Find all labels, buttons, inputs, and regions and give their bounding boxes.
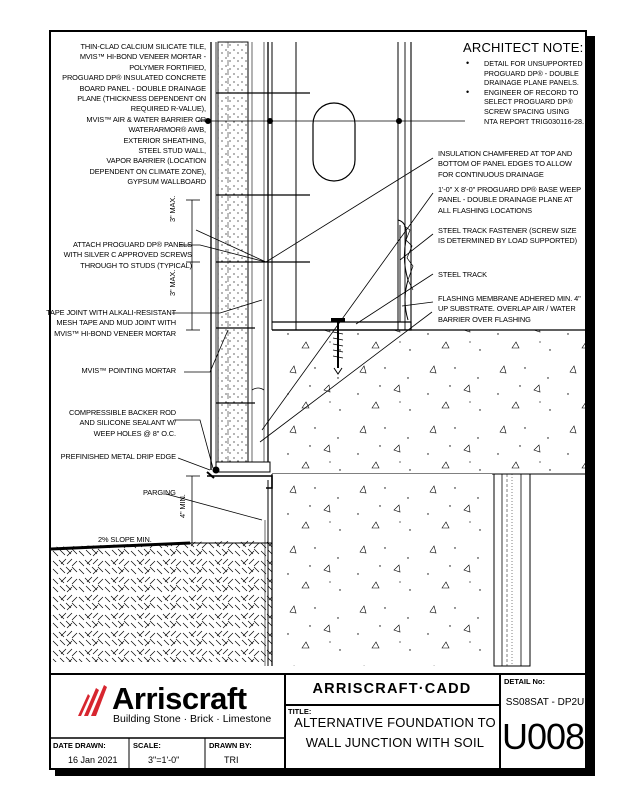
note-backer-rod (56, 408, 176, 439)
note-line: ALL FLASHING LOCATIONS (438, 205, 532, 215)
note-line: FOR CONTINUOUS DRAINAGE (438, 169, 544, 179)
soil-hatch (51, 540, 272, 662)
note-line: TAPE JOINT WITH ALKALI-RESISTANT (46, 308, 176, 317)
note-line: GYPSUM WALLBOARD (127, 177, 206, 187)
dim-3-max-lower: 3" MAX. (168, 269, 177, 296)
note-line: 1'-0" X 8'-0" PROGUARD DP® BASE WEEP (438, 185, 581, 194)
arriscraft-logo-icon (78, 685, 107, 716)
date-drawn: 16 Jan 2021 (68, 755, 118, 765)
detail-number-label: DETAIL No: (504, 677, 545, 686)
note-flashing-membrane (438, 294, 588, 325)
note-line: VAPOR BARRIER (LOCATION (106, 156, 206, 166)
note-line: FLASHING MEMBRANE ADHERED MIN. 4" (438, 294, 581, 303)
note-line: MVIS™ AIR & WATER BARRIER OR (86, 114, 206, 124)
backer-rod (213, 467, 220, 474)
drawn-by: TRI (224, 755, 239, 765)
note-line: MESH TAPE AND MUD JOINT WITH (56, 318, 176, 328)
adjacent-wall-section (494, 474, 530, 666)
dim-3-max-upper: 3" MAX. (168, 195, 177, 222)
note-steel-track: STEEL TRACK (438, 270, 488, 279)
scale-label: SCALE: (133, 741, 161, 750)
note-line: BOARD PANEL - DOUBLE DRAINAGE (79, 83, 206, 93)
drip-edge (207, 472, 272, 488)
note-base-weep-panel (438, 185, 588, 216)
note-line: COMPRESSIBLE BACKER ROD (69, 408, 176, 417)
note-line: AND SILICONE SEALANT W/ (79, 418, 176, 428)
foundation-wall (272, 474, 492, 666)
note-drip-edge: PREFINISHED METAL DRIP EDGE (60, 452, 176, 461)
note-line: WITH SILVER C APPROVED SCREWS (63, 250, 192, 260)
architect-note-item: • DETAIL FOR UNSUPPORTED PROGUARD DP® - DOUBLE DRAINAGE PLANE PANELS. (466, 59, 584, 88)
note-line: THIN-CLAD CALCIUM SILICATE TILE, (80, 42, 206, 51)
brand-cadd: ARRISCRAFT·CADD (312, 681, 472, 697)
note-line: BARRIER OVER FLASHING (438, 314, 531, 324)
note-line: THROUGH TO STUDS (TYPICAL) (80, 260, 192, 270)
note-line: IS DETERMINED BY LOAD SUPPORTED) (438, 236, 578, 246)
note-line: ATTACH PROGUARD DP® PANELS (72, 240, 192, 249)
detail-code: U008 (501, 716, 585, 757)
note-line: REQUIRED R-VALUE), (130, 104, 206, 114)
note-slope: 2% SLOPE MIN. (98, 535, 152, 544)
note-line: UP SUBSTRATE. OVERLAP AIR / WATER (438, 304, 576, 314)
note-line: DEPENDENT ON CLIMATE ZONE), (89, 166, 206, 176)
steel-track (272, 225, 411, 330)
note-line: POLYMER FORTIFIED, (129, 62, 206, 72)
note-track-fastener (438, 226, 588, 247)
architect-note-title: ARCHITECT NOTE: (463, 40, 584, 55)
note-attach-panels (56, 240, 192, 271)
note-line: STEEL STUD WALL, (138, 146, 206, 156)
company-name: Arriscraft (112, 681, 247, 716)
note-line: WATERARMOR® AWB, (128, 125, 206, 135)
note-line: MVIS™ HI-BOND VENEER MORTAR - (79, 52, 206, 62)
architect-note-list (466, 59, 584, 126)
dim-4-min: 4" MIN. (178, 494, 187, 518)
note-line: PLANE (THICKNESS DEPENDENT ON (77, 94, 206, 104)
note-line: WEEP HOLES @ 8" O.C. (93, 428, 176, 438)
scale-value: 3"=1'-0" (148, 755, 180, 765)
company-tagline: Building Stone · Brick · Limestone (113, 713, 272, 725)
note-parging: PARGING (143, 488, 176, 497)
date-drawn-label: DATE DRAWN: (53, 741, 106, 750)
note-line: PROGUARD DP® INSULATED CONCRETE (62, 73, 206, 83)
note-line: PANEL - DOUBLE DRAINAGE PLANE AT (438, 195, 573, 205)
note-pointing-mortar: MVIS™ POINTING MORTAR (81, 366, 176, 375)
title-label: TITLE: (288, 707, 312, 716)
note-line: BOTTOM OF PANEL EDGES TO ALLOW (438, 159, 572, 169)
detail-number: SS08SAT - DP2U (505, 697, 585, 708)
drawn-by-label: DRAWN BY: (209, 741, 252, 750)
note-line: EXTERIOR SHEATHING, (123, 135, 206, 145)
note-tape-joint (40, 308, 176, 339)
note-line: INSULATION CHAMFERED AT TOP AND (438, 149, 573, 158)
note-line: MVIS™ HI-BOND VENEER MORTAR (54, 328, 176, 338)
note-wall-layers (56, 42, 206, 188)
note-line: STEEL TRACK FASTENER (SCREW SIZE (438, 226, 577, 235)
note-insulation-chamfer (438, 149, 588, 180)
drawing-title: ALTERNATIVE FOUNDATION TO WALL JUNCTION WITH SOIL (294, 715, 496, 750)
architect-note-item: • ENGINEER OF RECORD TO SELECT PROGUARD DP® SCREW SPACING USING NTA REPORT TRIG030116-28. (466, 88, 584, 126)
